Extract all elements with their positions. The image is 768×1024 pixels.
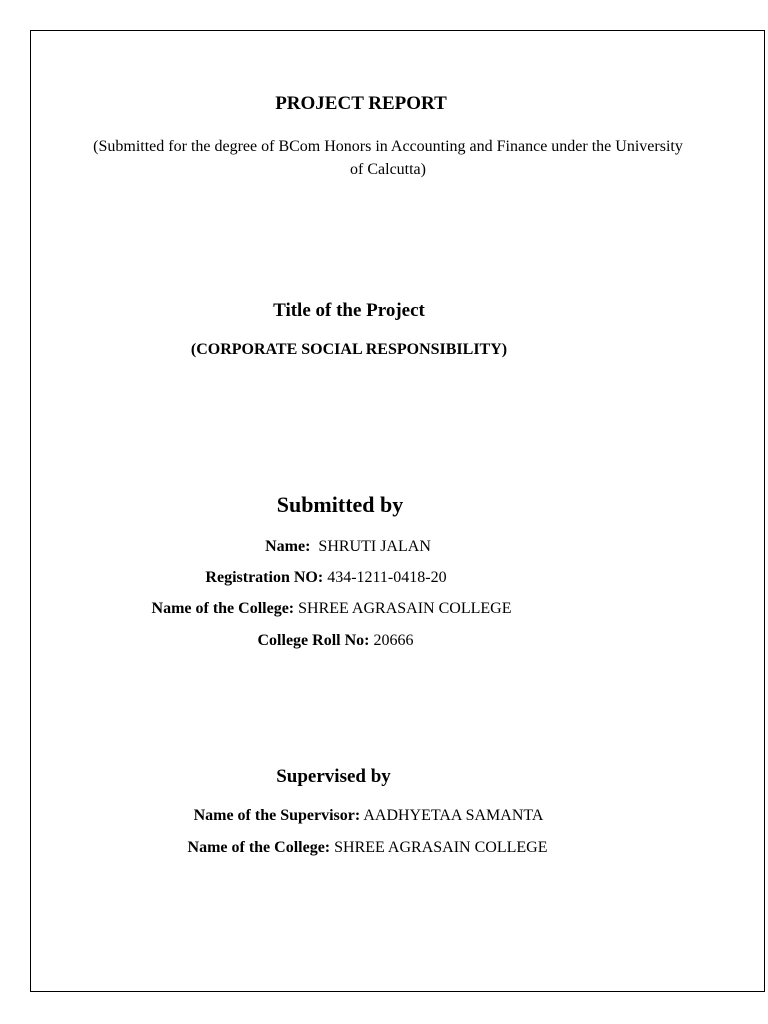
supervisor-college-row: [0, 840, 735, 856]
supervised-by-heading: Supervised by: [276, 766, 391, 787]
student-name-value: SHRUTI JALAN: [318, 538, 431, 555]
registration-label: Registration NO:: [205, 569, 324, 586]
roll-number-value: 20666: [373, 632, 414, 649]
supervisor-name-value: AADHYETAA SAMANTA: [363, 807, 544, 824]
registration-value: 434-1211-0418-20: [327, 569, 447, 586]
registration-row: [0, 570, 652, 586]
student-college-label: Name of the College:: [151, 600, 295, 617]
project-title: (CORPORATE SOCIAL RESPONSIBILITY): [190, 341, 508, 358]
report-heading: PROJECT REPORT: [275, 93, 447, 114]
supervisor-college-label: Name of the College:: [187, 839, 331, 856]
supervisor-name-label: Name of the Supervisor:: [193, 807, 361, 824]
supervisor-college-value: SHREE AGRASAIN COLLEGE: [334, 839, 548, 856]
roll-number-row: [0, 633, 671, 649]
project-title-heading: Title of the Project: [273, 300, 425, 321]
submitted-by-heading: Submitted by: [276, 492, 404, 517]
supervisor-name-row: [0, 808, 737, 824]
roll-number-label: College Roll No:: [257, 632, 370, 649]
student-name-row: [0, 539, 696, 555]
student-college-row: [0, 601, 663, 617]
submission-note: (Submitted for the degree of BCom Honors in Accounting and Finance under the University of Calcutta): [93, 138, 683, 178]
student-name-label: Name:: [265, 538, 311, 555]
student-college-value: SHREE AGRASAIN COLLEGE: [298, 600, 512, 617]
